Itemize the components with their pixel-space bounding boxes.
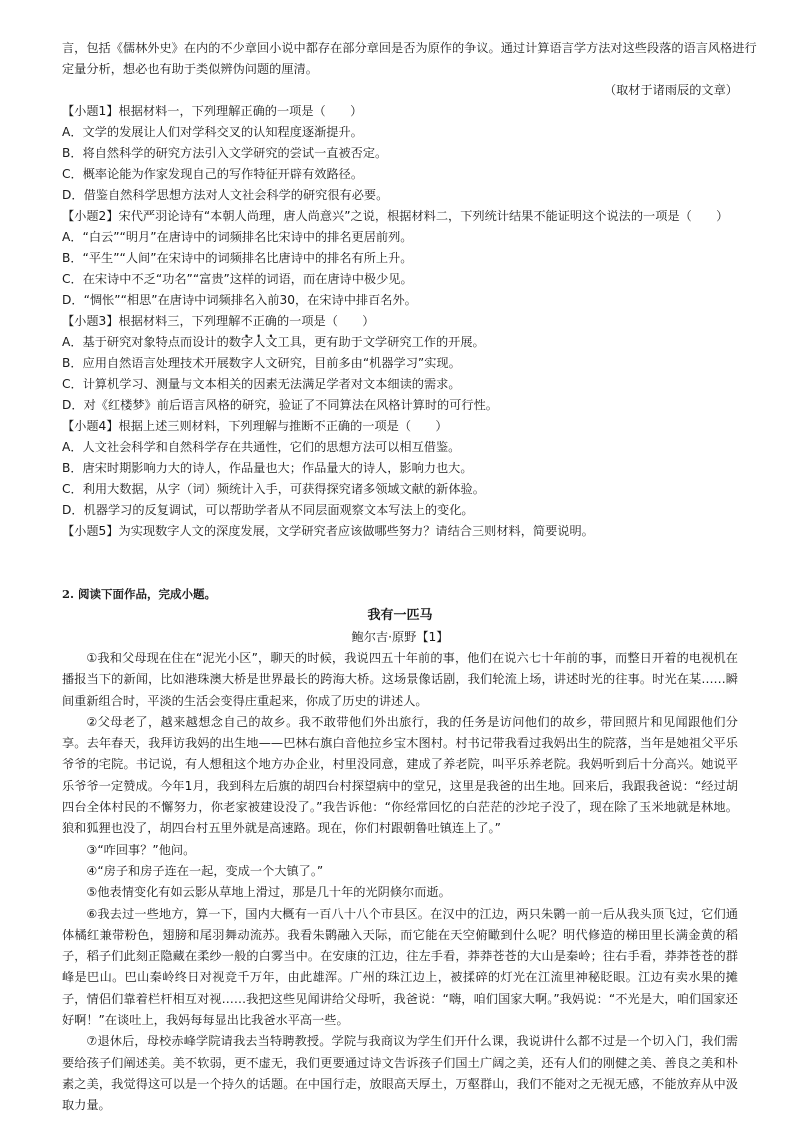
intro-line-1: 言，包括《儒林外史》在内的不少章回小说中都存在部分章回是否为原作的争议。通过计算语言学方法对这些段落的语言风格进行 — [62, 41, 757, 55]
section-heading: 2. 阅读下面作品，完成小题。 — [62, 587, 217, 601]
paragraph-3: ③“咋回事？”他问。 — [86, 842, 196, 857]
paragraph-2: ②父母老了，越来越想念自己的故乡。我不敢带他们外出旅行，我的任务是访问他们的故乡，带回照片和见闻跟他们分享。去年春天，我拜访我妈的出生地——巴林右旗白音他拉乡宝木图村。村书记带我看过我妈出生的院落，当年是她祖父平乐爷爷的宅院。书记说，有人想租这个地方办企业，村里没同意，建成了养老院，叫平乐养老院。我妈听到后十分高兴。她说平乐爷爷一定赞成。今年1月，我到科左后旗的胡四台村探望病中的堂兄，这里是我爸的出生地。回来后，我跟我爸说：“经过胡四台全体村民的不懈努力，你老家被建设没了。”我告诉他：“你经常回忆的白茫茫的沙坨子没了，现在除了玉米地就是林地。狼和狐狸也没了，胡四台村五里外就是高速路。现在，你们村跟朝鲁吐镇连上了。” — [62, 714, 738, 836]
option-d: D．借鉴自然科学思想方法对人文社会科学的研究很有必要。 — [62, 188, 389, 202]
question-3 — [62, 311, 738, 416]
stem-text: 的一项是（ ） — [276, 314, 375, 328]
option-c: C．计算机学习、测量与文本相关的因素无法满足学者对文本细读的需求。 — [62, 377, 461, 391]
question-stem: 【小题1】根据材料一，下列理解正确的一项是（ ） — [62, 104, 363, 118]
option-a: A．文学的发展让人们对学科交叉的认知程度逐渐提升。 — [62, 125, 363, 139]
emphasis-char: 不 — [240, 314, 253, 328]
question-2 — [62, 206, 738, 311]
question-4 — [62, 416, 738, 521]
paragraph-7: ⑦退休后，母校赤峰学院请我去当特聘教授。学院与我商议为学生们开什么课，我说讲什么都不过是一个切入门，我们需要给孩子们阐述美。美不软弱，更不虚无，我们更要通过诗文告诉孩子们国土广阔之美，还有人们的刚健之美、善良之美和朴素之美，我觉得这可以是一个持久的话题。在中国行走，放眼高天厚土，万壑群山，我们不能对之无视无感，不能放弃从中汲取力量。 — [62, 1034, 738, 1113]
emphasis-char: 确 — [264, 314, 277, 328]
paragraph-4: ④“房子和房子连在一起，变成一个大镇了。” — [86, 863, 324, 878]
paragraph-5: ⑤他表情变化有如云影从草地上滑过，那是几十年的光阴倏尔而逝。 — [86, 885, 451, 900]
question-stem: 【小题5】为实现数字人文的深度发展，文学研究者应该做哪些努力？请结合三则材料，简要说明。 — [62, 524, 594, 538]
question-stem — [62, 311, 738, 332]
option-b: B．应用自然语言处理技术开展数字人文研究，目前多由“机器学习”实现。 — [62, 356, 461, 370]
option-d: D．机器学习的反复调试，可以帮助学者从不同层面观察文本写法上的变化。 — [62, 503, 474, 517]
paragraph-6: ⑥我去过一些地方，算一下，国内大概有一百八十八个市县区。在汉中的江边，两只朱鹮一前一后从我头顶飞过，它们通体橘红兼带粉色，翅膀和尾羽舞动流苏。我看朱鹮融入天际，而它能在天空俯瞰到什么呢？明代修造的梯田里长满金黄的稻子，稻子们此刻正隐藏在柔纱一般的白雾当中。在安康的江边，往左手看，莽莽苍苍的大山是秦岭；往右手看，莽莽苍苍的群峰是巴山。巴山秦岭终日对视竞千万年，由此雄浑。广州的珠江边上，被揉碎的灯光在江流里神秘眨眼。江边有卖水果的摊子，情侣们靠着栏杆相互对视……我把这些见闻讲给父母听，我爸说：“嗨，咱们国家大啊。”我妈说：“不光是大，咱们国家还好啊！”在谈吐上，我妈每每显出比我爸水平高一些。 — [62, 906, 738, 1028]
option-c: C．利用大数据，从字（词）频统计入手，可获得探究诸多领域文献的新体验。 — [62, 482, 485, 496]
article-author: 鲍尔吉·原野【1】 — [351, 630, 449, 644]
article-title: 我有一匹马 — [367, 608, 433, 623]
option-b: B．将自然科学的研究方法引入文学研究的尝试一直被否定。 — [62, 146, 388, 160]
question-5 — [62, 521, 738, 542]
intro-line-2: 定量分析，想必也有助于类似辨伪问题的厘清。 — [62, 62, 318, 76]
option-a: A．“白云”“明月”在唐诗中的词频排名比宋诗中的排名更居前列。 — [62, 230, 413, 244]
stem-text: 【小题3】根据材料三，下列理解 — [62, 314, 241, 328]
option-a: A．基于研究对象特点而设计的数字人文工具，更有助于文学研究工作的开展。 — [62, 335, 485, 349]
option-b: B．唐宋时期影响力大的诗人，作品量也大；作品量大的诗人，影响力也大。 — [62, 461, 473, 475]
option-c: C．概率论能为作家发现自己的写作特征开辟有效路径。 — [62, 167, 364, 181]
document-page — [62, 38, 757, 1117]
option-d: D．对《红楼梦》前后语言风格的研究，验证了不同算法在风格计算时的可行性。 — [62, 398, 498, 412]
section-2 — [62, 583, 738, 1117]
option-b: B．“平生”“人间”在宋诗中的词频排名比唐诗中的排名有所上升。 — [62, 251, 413, 265]
question-stem: 【小题4】根据上述三则材料，下列理解与推断不正确的一项是（ ） — [62, 419, 448, 433]
paragraph-1: ①我和父母现在住在“泥光小区”，聊天的时候，我说四五十年前的事，他们在说六七十年前的事，而整日开着的电视机在播报当下的新闻，比如港珠澳大桥是世界最长的跨海大桥。这场景像话剧，我们轮流上场，讲述时光的往事。时光在某……瞬间重新组合时，平淡的生活会变得庄重起来，你成了历史的讲述人。 — [62, 651, 738, 708]
option-a: A．人文社会科学和自然科学存在共通性，它们的思想方法可以相互借鉴。 — [62, 440, 461, 454]
emphasis-char: 正 — [252, 314, 265, 328]
option-d: D．“惆怅”“相思”在唐诗中词频排名入前30，在宋诗中排百名外。 — [62, 293, 417, 307]
option-c: C．在宋诗中不乏“功名”“富贵”这样的词语，而在唐诗中极少见。 — [62, 272, 413, 286]
question-stem: 【小题2】宋代严羽论诗有“本朝人尚理，唐人尚意兴”之说，根据材料二，下列统计结果不能证明这个说法的一项是（ ） — [62, 209, 729, 223]
question-1 — [62, 101, 738, 206]
section-spacer — [62, 542, 738, 583]
source-citation: （取材于诸雨辰的文章） — [603, 83, 738, 97]
